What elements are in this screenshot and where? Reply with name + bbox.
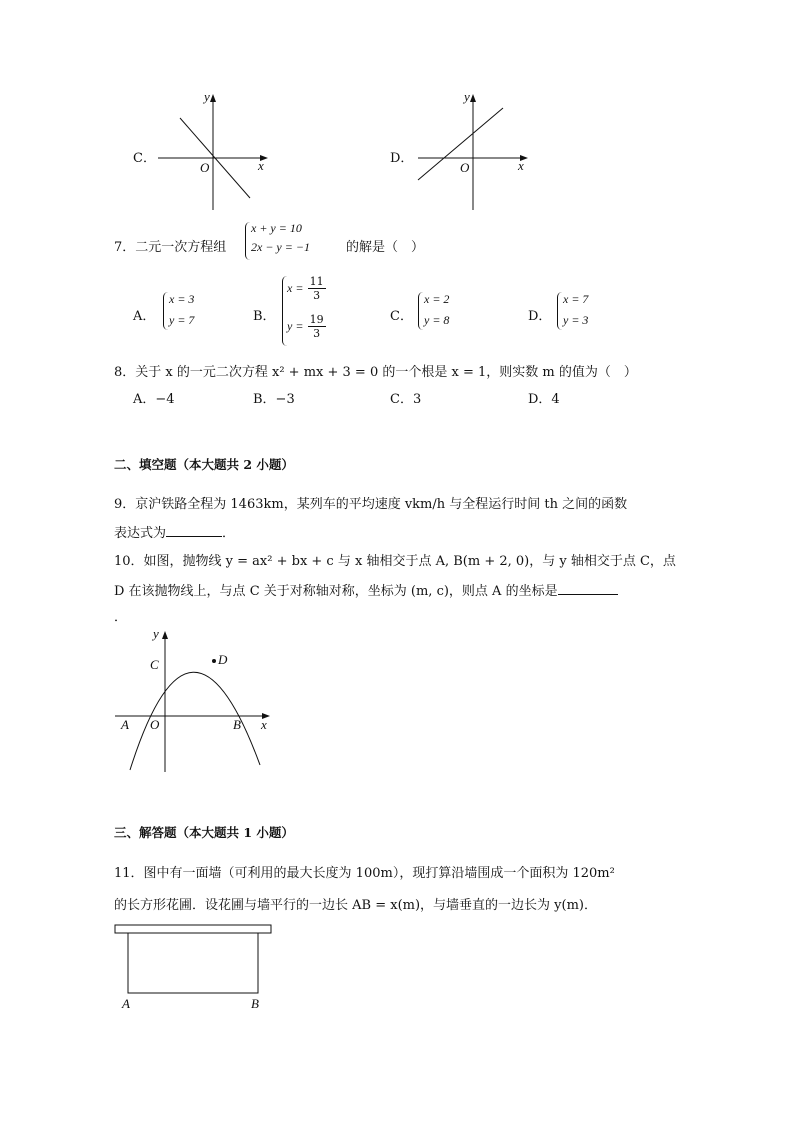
q10-line3: ． — [114, 610, 128, 625]
q6-option-c-label: C． — [133, 151, 156, 166]
q6-option-d-label: D． — [390, 151, 414, 166]
q7-option-a-label: A． — [133, 309, 156, 324]
q7-b-frac2-den: 3 — [313, 327, 321, 340]
q11-line1: 11．图中有一面墙（可利用的最大长度为 100m），现打算沿墙围成一个面积为 120m² — [114, 866, 615, 881]
section-2-heading: 二、填空题（本大题共 2 小题） — [114, 457, 294, 472]
q6c-y-label: y — [204, 89, 210, 104]
q7-b-line1 — [287, 275, 326, 302]
q7-a-brace — [163, 292, 168, 330]
q11-point-b: B — [251, 996, 259, 1011]
q7-eq1: x + y = 10 — [251, 221, 302, 235]
q7-option-d-label: D． — [528, 309, 552, 324]
q6d-x-label: x — [518, 158, 524, 173]
q7-b-frac1-num: 11 — [309, 275, 324, 288]
q7-d-line2: y = 3 — [563, 313, 589, 327]
q7-stem-post: 的解是（ ） — [346, 240, 425, 255]
q8-option-c: C．3 — [390, 392, 422, 407]
q10-line1: 10．如图，抛物线 y = ax² + bx + c 与 x 轴相交于点 A, B(m + 2, 0)，与 y 轴相交于点 C，点 — [114, 554, 676, 569]
q7-c-line1: x = 2 — [424, 292, 450, 306]
q7-b-line2 — [287, 313, 326, 340]
q10-y-label: y — [153, 626, 159, 641]
q10-point-c: C — [150, 657, 159, 672]
q11-point-a: A — [122, 996, 130, 1011]
q7-stem-pre: 7．二元一次方程组 — [114, 240, 227, 255]
q7-option-b-label: B． — [253, 309, 276, 324]
q10-answer-blank[interactable] — [558, 582, 618, 595]
q6c-x-label: x — [258, 158, 264, 173]
q10-x-label: x — [261, 717, 267, 732]
q11-line2: 的长方形花圃．设花圃与墙平行的一边长 AB = x(m)，与墙垂直的一边长为 y(m)． — [114, 898, 597, 913]
q6-option-c-graph — [150, 88, 275, 216]
q10-line2 — [114, 580, 618, 599]
q8-option-b: B．−3 — [253, 392, 295, 407]
q9-line2: 表达式为 ． — [114, 526, 236, 541]
q7-option-c-label: C． — [390, 309, 413, 324]
q7-b-frac2-num: 19 — [309, 313, 324, 326]
q7-a-line1: x = 3 — [169, 292, 195, 306]
q9-line1: 9．京沪铁路全程为 1463km，某列车的平均速度 vkm/h 与全程运行时间 th 之间的函数 — [114, 497, 628, 512]
q11-garden-figure — [110, 920, 280, 1012]
q10-point-a: A — [121, 717, 129, 732]
q7-d-brace — [557, 292, 562, 330]
q7-b-line1-frac — [308, 275, 326, 302]
q7-b-line1-lhs: x = — [287, 281, 304, 295]
q6d-origin-label: O — [460, 160, 470, 175]
q6-option-d-graph — [410, 88, 535, 216]
q8-stem: 8．关于 x 的一元二次方程 x² + mx + 3 = 0 的一个根是 x = 1，则实数 m 的值为（ ） — [114, 365, 637, 380]
q10-line2-text: D 在该抛物线上，与点 C 关于对称轴对称，坐标为 (m, c)，则点 A 的坐标是 — [114, 584, 558, 599]
q7-b-line2-frac — [308, 313, 326, 340]
q10-point-d: D — [218, 652, 228, 667]
section-3-heading: 三、解答题（本大题共 1 小题） — [114, 825, 294, 840]
q8-option-a: A．−4 — [133, 392, 175, 407]
q7-c-line2: y = 8 — [424, 313, 450, 327]
q7-b-line2-lhs: y = — [287, 319, 304, 333]
q7-system-brace — [245, 222, 250, 260]
q10-origin: O — [150, 717, 160, 732]
q8-option-d: D．4 — [528, 392, 560, 407]
q6d-y-label: y — [464, 89, 470, 104]
q7-eq2: 2x − y = −1 — [251, 240, 310, 254]
q7-b-frac1-den: 3 — [313, 289, 321, 302]
q7-a-line2: y = 7 — [169, 313, 195, 327]
q7-d-line1: x = 7 — [563, 292, 589, 306]
q9-answer-blank[interactable] — [166, 524, 222, 537]
q9-line2-text: 表达式为 — [114, 526, 167, 541]
q10-parabola-figure — [110, 625, 280, 775]
q6c-origin-label: O — [200, 160, 210, 175]
q10-point-b: B — [233, 717, 241, 732]
q7-c-brace — [418, 292, 423, 330]
